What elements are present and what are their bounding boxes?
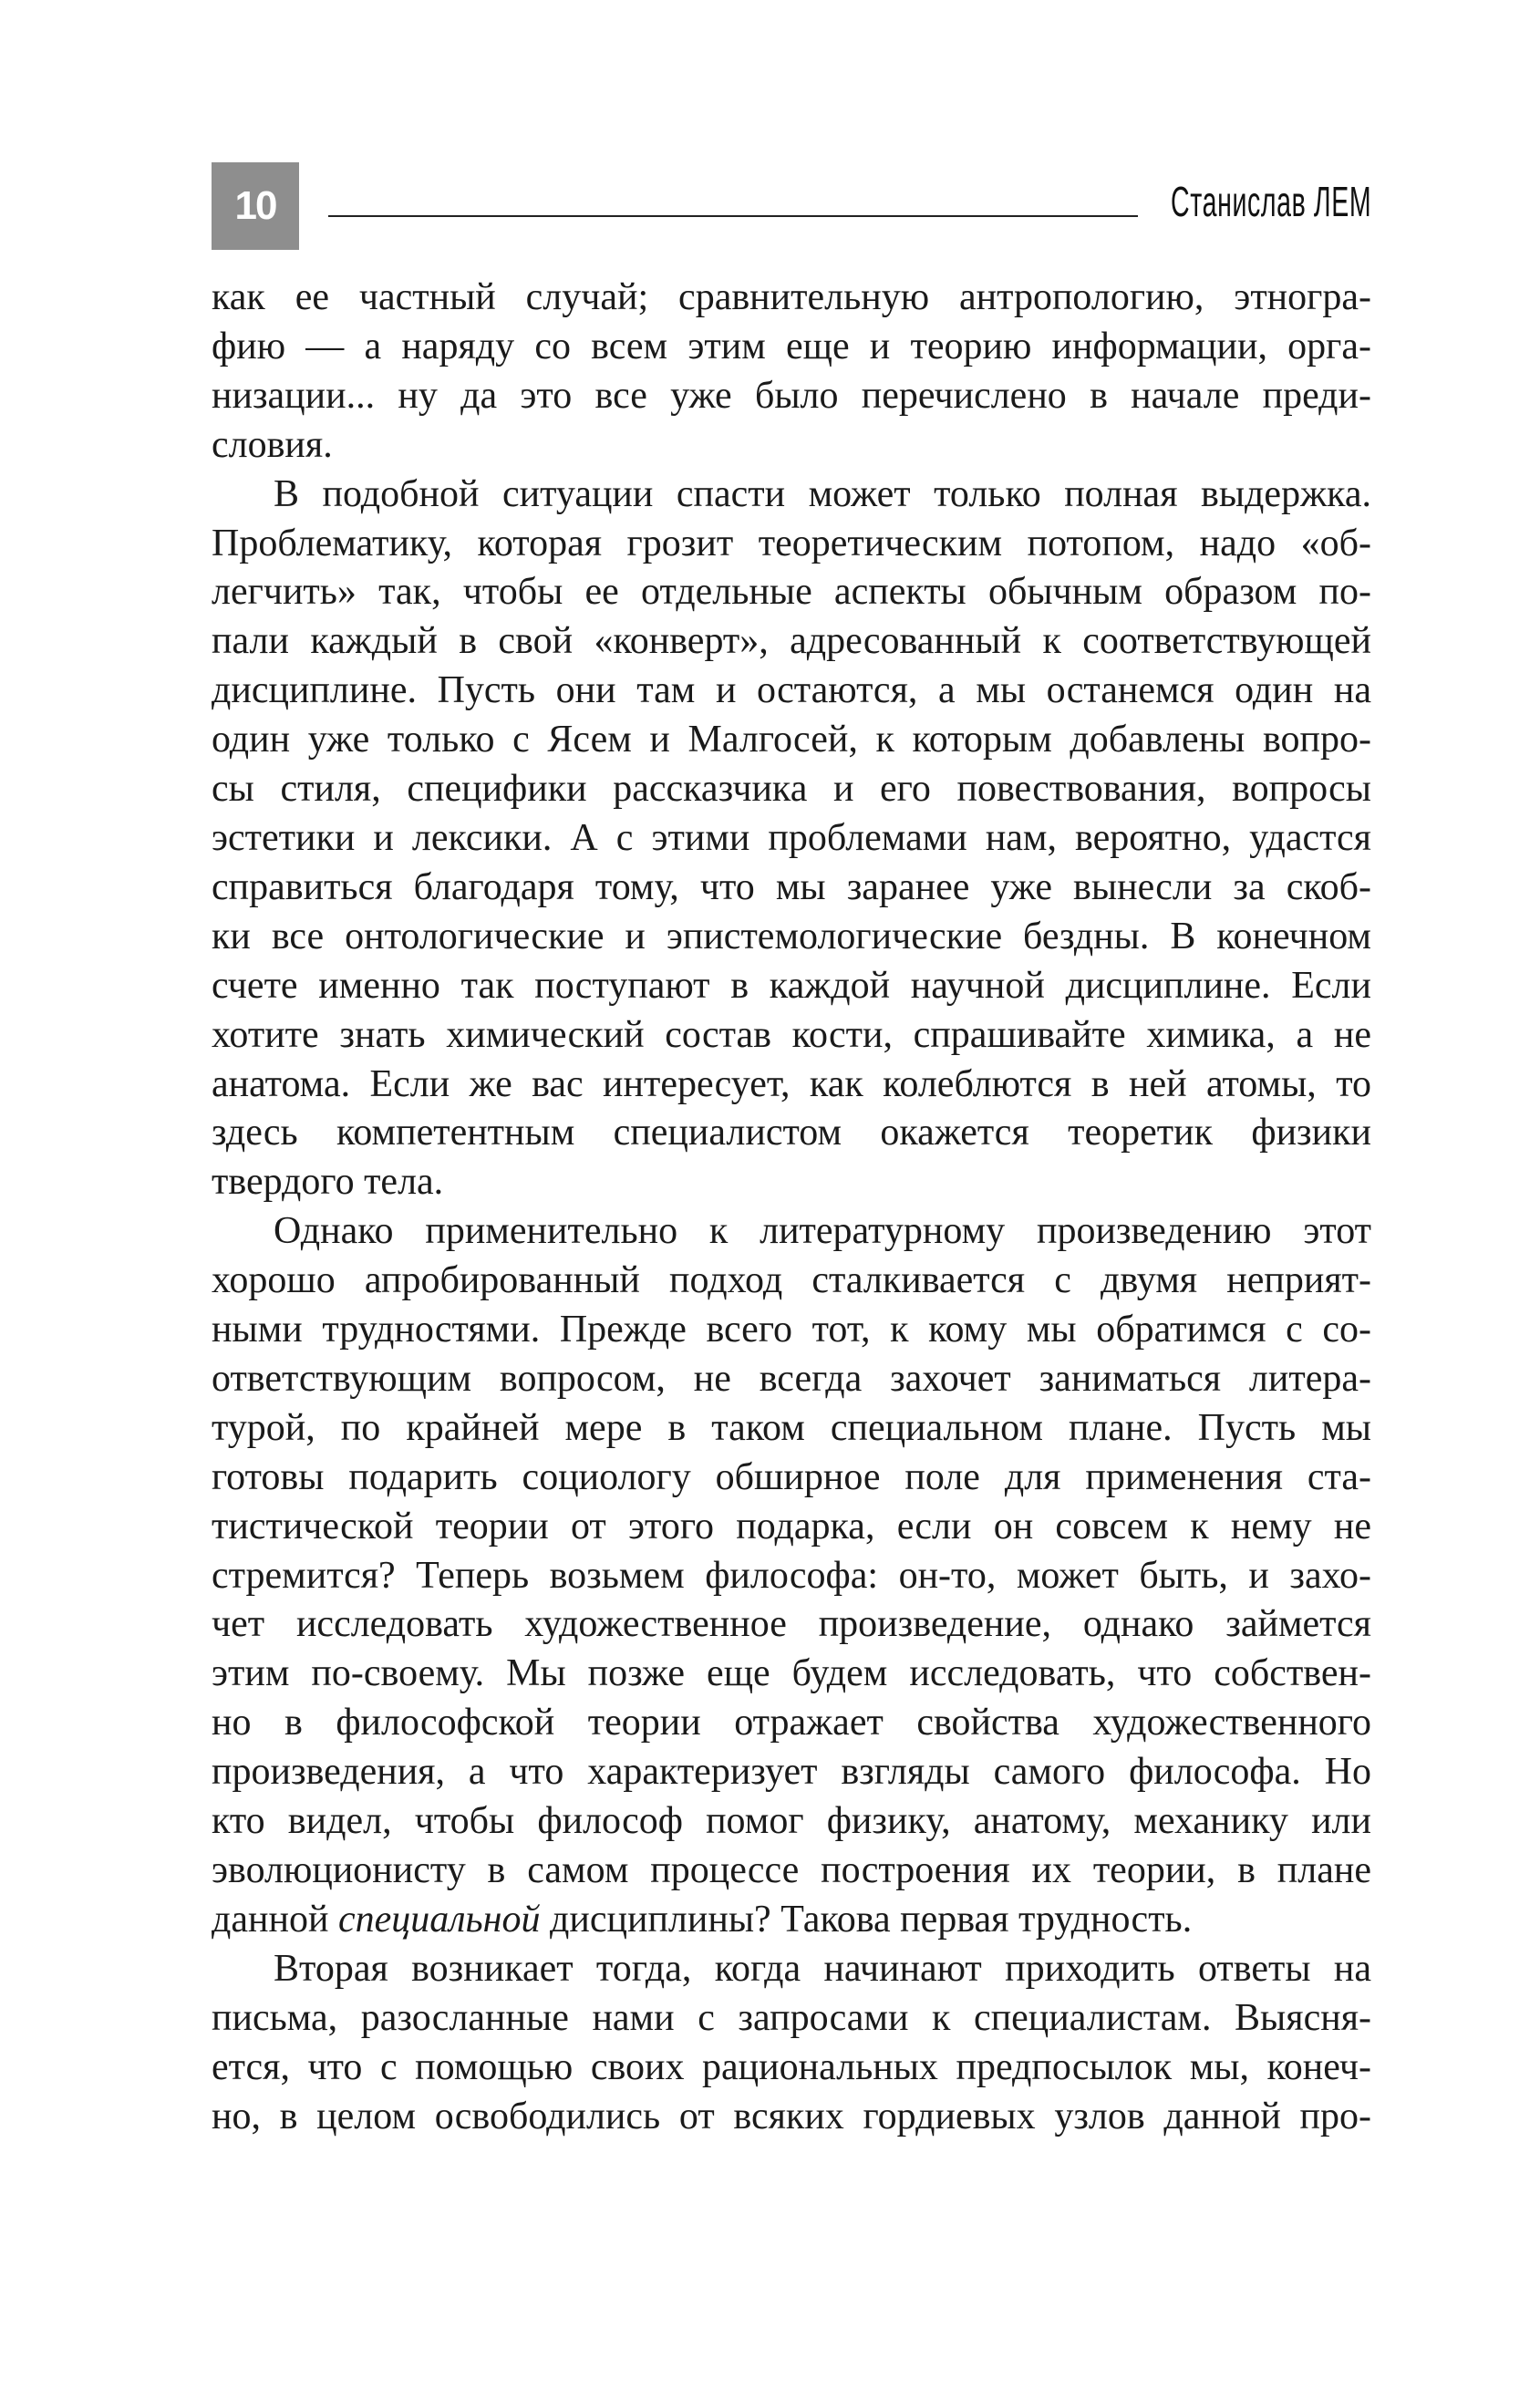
text-line: справиться благодаря тому, что мы заранее уже вынесли за скоб- <box>212 865 1371 908</box>
text-line: эволюционисту в самом процессе построения их теории, в плане <box>212 1849 1371 1891</box>
text-line: готовы подарить социологу обширное поле для применения ста- <box>212 1455 1371 1498</box>
text-fragment: дисциплины? Такова первая трудность. <box>540 1898 1193 1941</box>
text-line: низации... ну да это все уже было перечислено в начале преди- <box>212 374 1371 417</box>
text-line: хорошо апробированный подход сталкивается с двумя неприят- <box>212 1259 1371 1302</box>
text-line: стремится? Теперь возьмем философа: он-то, может быть, и захо- <box>212 1554 1371 1597</box>
text-line: но в философской теории отражает свойства художественного <box>212 1702 1371 1744</box>
page-header <box>212 162 1371 250</box>
text-line <box>212 1896 1371 1945</box>
text-line: фию — а наряду со всем этим еще и теорию информации, орга- <box>212 325 1371 367</box>
text-fragment: данной <box>212 1898 338 1941</box>
text-line: но, в целом освободились от всяких гордиевых узлов данной про- <box>212 2095 1371 2137</box>
text-line: ответствующим вопросом, не всегда захочет заниматься литера- <box>212 1357 1371 1400</box>
text-line: кто видел, чтобы философ помог физику, анатому, механику или <box>212 1800 1371 1843</box>
text-line: словия. <box>212 423 333 466</box>
text-line: этим по-своему. Мы позже еще будем исследовать, что собствен- <box>212 1652 1371 1695</box>
page-number: 10 <box>212 162 299 250</box>
text-line: счете именно так поступают в каждой научной дисциплине. Если <box>212 964 1371 1007</box>
text-line: твердого тела. <box>212 1161 444 1204</box>
text-line: турой, по крайней мере в таком специальном плане. Пусть мы <box>212 1406 1371 1449</box>
text-line: письма, разосланные нами с запросами к специалистам. Выясня- <box>212 1996 1371 2039</box>
text-line: В подобной ситуации спасти может только полная выдержка. <box>274 472 1371 515</box>
text-line: легчить» так, чтобы ее отдельные аспекты обычным образом по- <box>212 571 1371 614</box>
text-line: сы стиля, специфики рассказчика и его повествования, вопросы <box>212 768 1371 811</box>
text-line: ки все онтологические и эпистемологические бездны. В конечном <box>212 915 1371 957</box>
text-line: здесь компетентным специалистом окажется теоретик физики <box>212 1112 1371 1154</box>
text-line: Однако применительно к литературному произведению этот <box>274 1210 1371 1253</box>
text-line: один уже только с Ясем и Малгосей, к которым добавлены вопро- <box>212 719 1371 761</box>
text-line: ными трудностями. Прежде всего тот, к кому мы обратимся с со- <box>212 1309 1371 1351</box>
header-rule <box>328 215 1138 217</box>
text-line: тистической теории от этого подарка, если он совсем к нему не <box>212 1505 1371 1547</box>
text-line: эстетики и лексики. А с этими проблемами нам, вероятно, удастся <box>212 816 1371 859</box>
text-line: пали каждый в свой «конверт», адресованный к соответствующей <box>212 620 1371 663</box>
running-head: Станислав ЛЕМ <box>1170 178 1371 225</box>
text-line: ется, что с помощью своих рациональных предпосылок мы, конеч- <box>212 2045 1371 2088</box>
text-line: Проблематику, которая грозит теоретическим потопом, надо «об- <box>212 522 1371 564</box>
text-line: произведения, а что характеризует взгляды самого философа. Но <box>212 1751 1371 1794</box>
text-line: чет исследовать художественное произведение, однако займется <box>212 1603 1371 1646</box>
text-line: хотите знать химический состав кости, спрашивайте химика, а не <box>212 1013 1371 1056</box>
text-line: дисциплине. Пусть они там и остаются, а мы останемся один на <box>212 669 1371 712</box>
text-line: Вторая возникает тогда, когда начинают приходить ответы на <box>274 1947 1371 1990</box>
italic-term: специальной <box>337 1898 541 1941</box>
body-text <box>212 274 1371 2141</box>
text-line: как ее частный случай; сравнительную антропологию, этногра- <box>212 276 1371 318</box>
text-line: анатома. Если же вас интересует, как колеблются в ней атомы, то <box>212 1062 1371 1105</box>
